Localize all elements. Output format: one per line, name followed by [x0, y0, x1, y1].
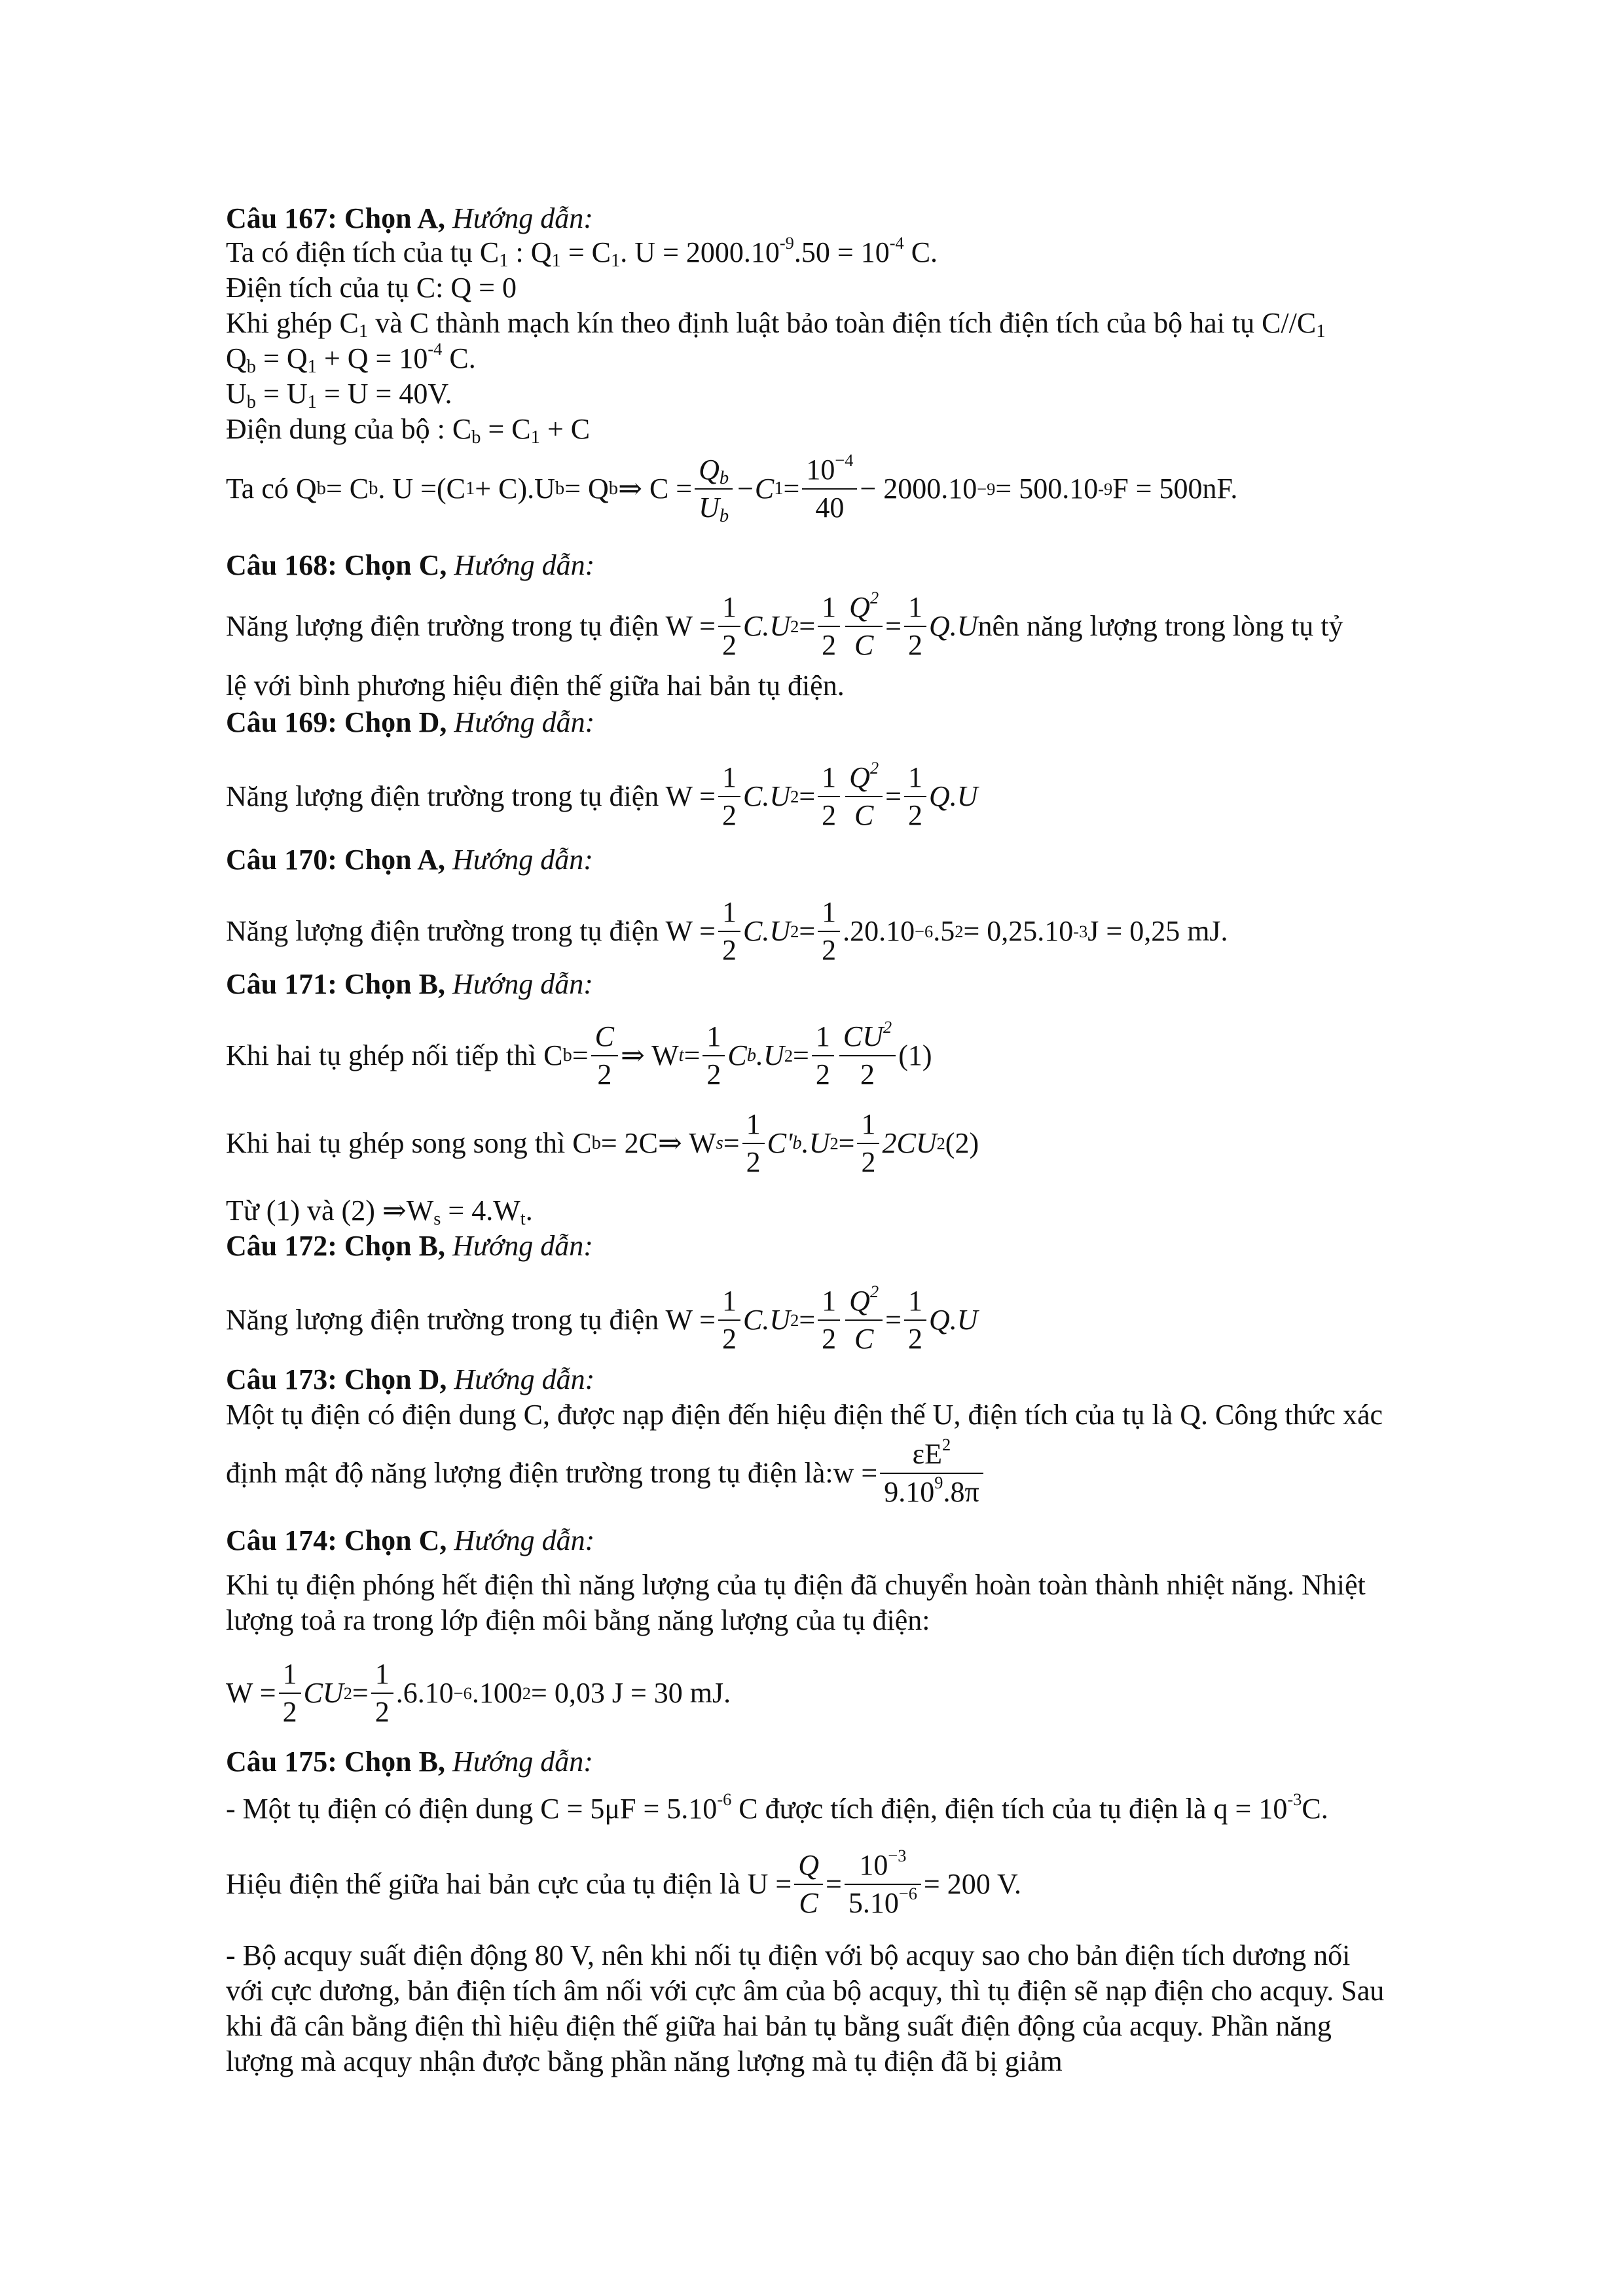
q167-line4: $Q_b = Q_1 + Q = 10^{-4}$ C.: [226, 339, 476, 378]
q167-line5: $U_b = U_1 = U = 40V$.: [226, 378, 452, 413]
q171-line1-equation: Khi hai tụ ghép nối tiếp thì C b = $\frac{C}{2}$ ⇒ W t = $\frac{1}{2}$ C b . U 2 = $\frac{1}{2}$ $\frac{CU^2}{2}$ (1): [226, 1017, 932, 1090]
q168-equation: Năng lượng điện trường trong tụ điện W = $\frac{1}{2}$ C.U 2 = $\frac{1}{2}$ $\frac{Q^2}{C}$ = $\frac{1}{2}$ Q.U nên năng lượng trong lòng tụ tỷ: [226, 588, 1343, 661]
q174-line2: lượng toả ra trong lớp điện môi bằng năng lượng của tụ điện:: [226, 1604, 930, 1636]
fraction-1e-4-over-40: $\frac{10^{-4}}{40}$: [802, 452, 857, 526]
q167-line3: Khi ghép $C_1$ và C thành mạch kín theo định luật bảo toàn điện tích điện tích của bộ hai tụ $C//C_1$: [226, 307, 1326, 342]
q170-heading: Câu 170: Chọn A, Hướng dẫn:: [226, 844, 593, 876]
q168-heading: Câu 168: Chọn C, Hướng dẫn:: [226, 549, 595, 581]
q175-heading: Câu 175: Chọn B, Hướng dẫn:: [226, 1746, 593, 1778]
q175-line6: lượng mà acquy nhận được bằng phần năng lượng mà tụ điện đã bị giảm: [226, 2045, 1063, 2077]
q171-line2-equation: Khi hai tụ ghép song song thì C b = 2C⇒ W s = $\frac{1}{2}$ C' b . U 2 = $\frac{1}{2}$ 2CU 2 (2): [226, 1106, 979, 1181]
q167-line7-equation: Ta có Q b = C b . U =(C 1 + C).U b = Q b ⇒ C = $\frac{Q_b}{U_b}$ −C 1 = $\frac{10^{-4}}{40}$ − 2000.10 −9 = 500.10 -9 F = 500nF.: [226, 450, 1238, 527]
q171-line3: Từ (1) và (2) $\Rightarrow W_s = 4.W_t$.: [226, 1194, 533, 1230]
q168-line2: lệ với bình phương hiệu điện thế giữa hai bản tụ điện.: [226, 670, 845, 702]
fraction-qb-ub: $\frac{Q_b}{U_b}$: [695, 452, 733, 526]
q175-line1: - Một tụ điện có điện dung $C = 5\mu F = 5.10^{-6}$ C được tích điện, điện tích của tụ điện là $q = 10^{-3}C$.: [226, 1789, 1328, 1825]
q175-line4: với cực dương, bản điện tích âm nối với cực âm của bộ acquy, thì tụ điện sẽ nạp điện cho acquy. Sau: [226, 1975, 1385, 2007]
q175-line2-equation: Hiệu điện thế giữa hai bản cực của tụ điện là U = $\frac{Q}{C}$ = $\frac{10^{-3}}{5.10^{-6}}$ = 200 V.: [226, 1846, 1022, 1919]
q172-heading: Câu 172: Chọn B, Hướng dẫn:: [226, 1230, 593, 1262]
q169-heading: Câu 169: Chọn D, Hướng dẫn:: [226, 706, 595, 738]
q174-line1: Khi tụ điện phóng hết điện thì năng lượng của tụ điện đã chuyển hoàn toàn thành nhiệt năng. Nhiệt: [226, 1569, 1366, 1601]
q167-heading: Câu 167: Chọn A, Hướng dẫn:: [226, 202, 593, 234]
q170-equation: Năng lượng điện trường trong tụ điện W = $\frac{1}{2}$ C.U 2 = $\frac{1}{2}$ .20.10 −6 .5 2 = 0,25.10 -3 J = 0,25 mJ.: [226, 894, 1228, 969]
q167-line1: Ta có điện tích của tụ $C_1$ : $Q_1 = C_1$. $U = 2000.10^{-9}.50 = 10^{-4}$ C.: [226, 233, 938, 272]
q173-line2-equation: định mật độ năng lượng điện trường trong tụ điện là:w = $\frac{\varepsilon E^2}{9.10^9.8\pi}$: [226, 1436, 986, 1511]
q175-line3: - Bộ acquy suất điện động 80 V, nên khi nối tụ điện với bộ acquy sao cho bản điện tích dương nối: [226, 1939, 1351, 1971]
q174-heading: Câu 174: Chọn C, Hướng dẫn:: [226, 1524, 595, 1556]
q167-line6: Điện dung của bộ : $C_b = C_1 + C$: [226, 413, 591, 448]
q174-equation: W = $\frac{1}{2}$ CU 2 = $\frac{1}{2}$ .6.10 −6 .100 2 = 0,03 J = 30 mJ.: [226, 1656, 731, 1731]
q172-equation: Năng lượng điện trường trong tụ điện W = $\frac{1}{2}$ C.U 2 = $\frac{1}{2}$ $\frac{Q^2}{C}$ = $\frac{1}{2}$ Q.U: [226, 1282, 978, 1355]
q167-line2: Điện tích của tụ C: Q = 0: [226, 272, 517, 304]
q173-heading: Câu 173: Chọn D, Hướng dẫn:: [226, 1363, 595, 1395]
q171-heading: Câu 171: Chọn B, Hướng dẫn:: [226, 968, 593, 1000]
q173-line1: Một tụ điện có điện dung C, được nạp điện đến hiệu điện thế U, điện tích của tụ là Q. Công thức xác: [226, 1399, 1383, 1431]
q169-equation: Năng lượng điện trường trong tụ điện W = $\frac{1}{2}$ C.U 2 = $\frac{1}{2}$ $\frac{Q^2}{C}$ = $\frac{1}{2}$ Q.U: [226, 758, 978, 831]
q175-line5: khi đã cân bằng điện thì hiệu điện thế giữa hai bản tụ bằng suất điện động của acquy. Phần năng: [226, 2010, 1332, 2042]
